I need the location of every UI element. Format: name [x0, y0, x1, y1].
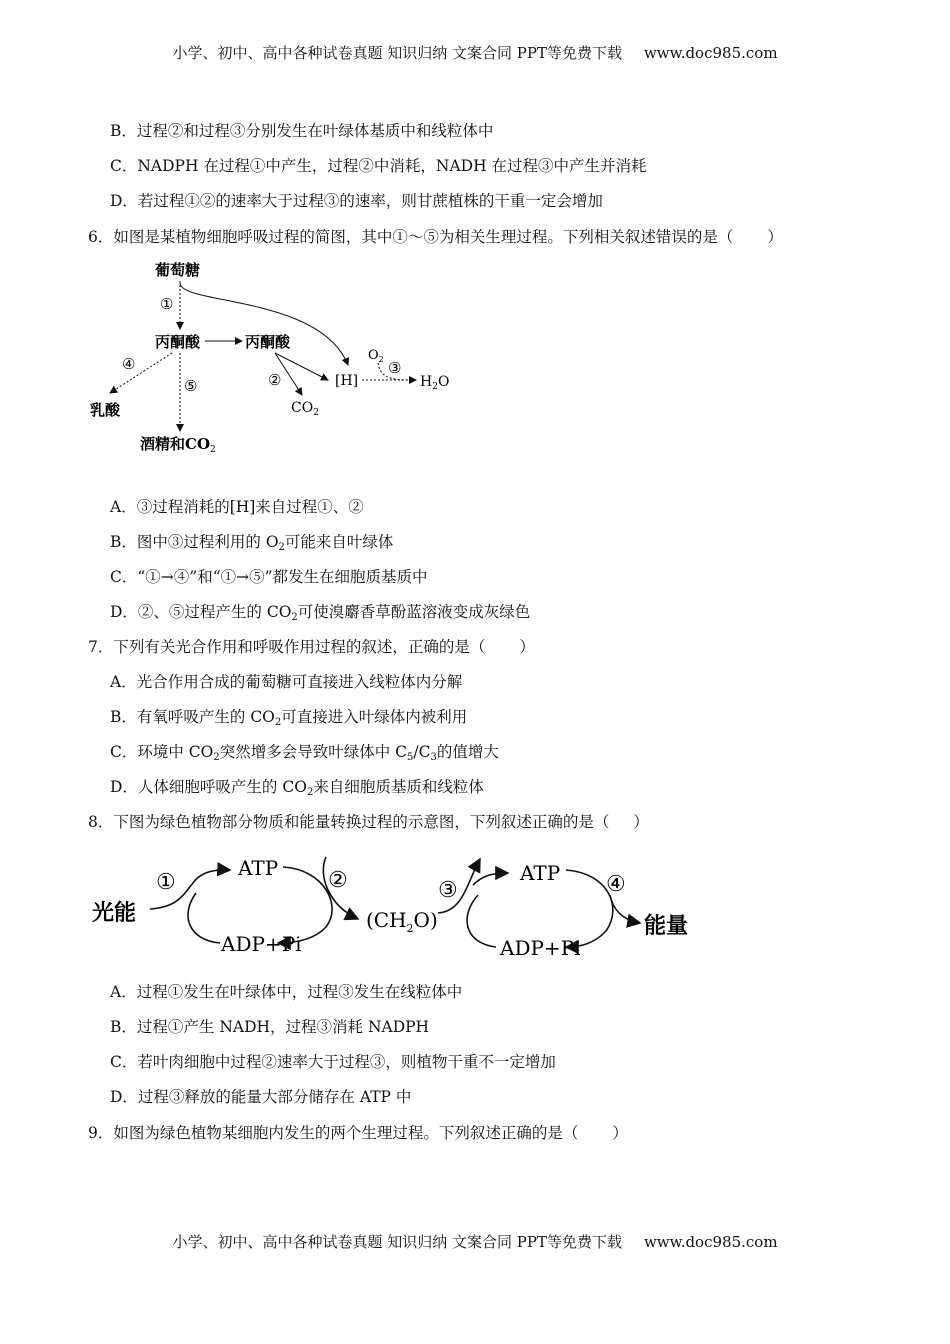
q6-option-a: A．③过程消耗的[H]来自过程①、② — [110, 498, 364, 516]
ch2o-label: $(CH_2O)$ — [366, 908, 438, 935]
q6-stem-close: ） — [767, 228, 783, 246]
light-energy-label: 光能 — [92, 900, 137, 926]
atp-1-label: ATP — [238, 856, 279, 880]
q6-stem — [88, 225, 783, 247]
adp-pi-1-label: ADP+Pi — [221, 932, 302, 956]
cycle-2-step-4-label: ④ — [606, 872, 626, 897]
footer-text: 小学、初中、高中各种试卷真题 知识归纳 文案合同 PPT等免费下载 — [172, 1233, 622, 1251]
cycle-1-step-1-label: ① — [156, 870, 176, 895]
lactic-acid-label: 乳酸 — [90, 401, 121, 419]
q7-option-d: D．人体细胞呼吸产生的 $CO_2$来自细胞质基质和线粒体 — [110, 778, 484, 798]
q8-option-a: A．过程①发生在叶绿体中，过程③发生在线粒体中 — [110, 983, 463, 1001]
co2-label: $CO_2$ — [291, 400, 319, 418]
q5-option-c: C．NADPH 在过程①中产生，过程②中消耗，NADH 在过程③中产生并消耗 — [110, 157, 647, 175]
step-1-label: ① — [160, 295, 174, 313]
step-3-label: ③ — [388, 359, 402, 377]
step-2-label: ② — [268, 371, 282, 389]
cycle-2-step-3-label: ③ — [438, 878, 458, 903]
q6-option-d: D．②、⑤过程产生的 $CO_2$可使溴麝香草酚蓝溶液变成灰绿色 — [110, 603, 531, 623]
cycle-1-step-2-label: ② — [328, 868, 348, 893]
q7-stem: 7．下列有关光合作用和呼吸作用过程的叙述，正确的是（ ） — [88, 638, 535, 656]
h-label: [H] — [335, 373, 359, 389]
q6-stem-text: 6．如图是某植物细胞呼吸过程的简图，其中①～⑤为相关生理过程。下列相关叙述错误的是（ — [88, 228, 734, 246]
q8-stem: 8．下图为绿色植物部分物质和能量转换过程的示意图，下列叙述正确的是（ ） — [88, 813, 649, 831]
q8-option-b: B．过程①产生 NADH，过程③消耗 NADPH — [110, 1018, 430, 1036]
header-site-link[interactable]: www.doc985.com — [643, 44, 778, 62]
q8-option-c: C．若叶肉细胞中过程②速率大于过程③，则植物干重不一定增加 — [110, 1053, 556, 1071]
step-5-label: ⑤ — [184, 377, 198, 395]
q5-option-b: B．过程②和过程③分别发生在叶绿体基质中和线粒体中 — [110, 122, 494, 140]
q6-option-c: C．“①→④”和“①→⑤”都发生在细胞质基质中 — [110, 568, 428, 586]
o2-label: $O_2$ — [368, 348, 384, 364]
q9-stem: 9．如图为绿色植物某细胞内发生的两个生理过程。下列叙述正确的是（ ） — [88, 1124, 628, 1142]
adp-pi-2-label: ADP+Pi — [500, 936, 581, 960]
pyruvate-2-label: 丙酮酸 — [245, 333, 291, 351]
q8-option-d: D．过程③释放的能量大部分储存在 ATP 中 — [110, 1088, 412, 1106]
q7-option-b: B．有氧呼吸产生的 $CO_2$可直接进入叶绿体内被利用 — [110, 708, 468, 728]
pyruvate-1-label: 丙酮酸 — [155, 333, 201, 351]
glucose-label: 葡萄糖 — [155, 261, 201, 279]
footer-site-link[interactable]: www.doc985.com — [643, 1233, 778, 1251]
energy-conversion-diagram — [88, 845, 708, 970]
energy-label: 能量 — [644, 913, 689, 939]
page-header — [0, 42, 950, 63]
atp-2-label: ATP — [520, 861, 561, 885]
ethanol-co2-label: 酒精和$CO_2$ — [140, 435, 216, 455]
page-footer — [0, 1231, 950, 1252]
header-text: 小学、初中、高中各种试卷真题 知识归纳 文案合同 PPT等免费下载 — [172, 44, 622, 62]
respiration-diagram — [80, 255, 480, 465]
h2o-label: $H_2O$ — [420, 374, 450, 392]
q5-option-d: D．若过程①②的速率大于过程③的速率，则甘蔗植株的干重一定会增加 — [110, 192, 603, 210]
q7-option-a: A．光合作用合成的葡萄糖可直接进入线粒体内分解 — [110, 673, 463, 691]
q7-option-c: C．环境中 $CO_2$突然增多会导致叶绿体中 $C_5/C_3$的值增大 — [110, 743, 499, 763]
step-4-label: ④ — [122, 355, 136, 373]
q6-option-b: B．图中③过程利用的 $O_2$可能来自叶绿体 — [110, 533, 394, 553]
